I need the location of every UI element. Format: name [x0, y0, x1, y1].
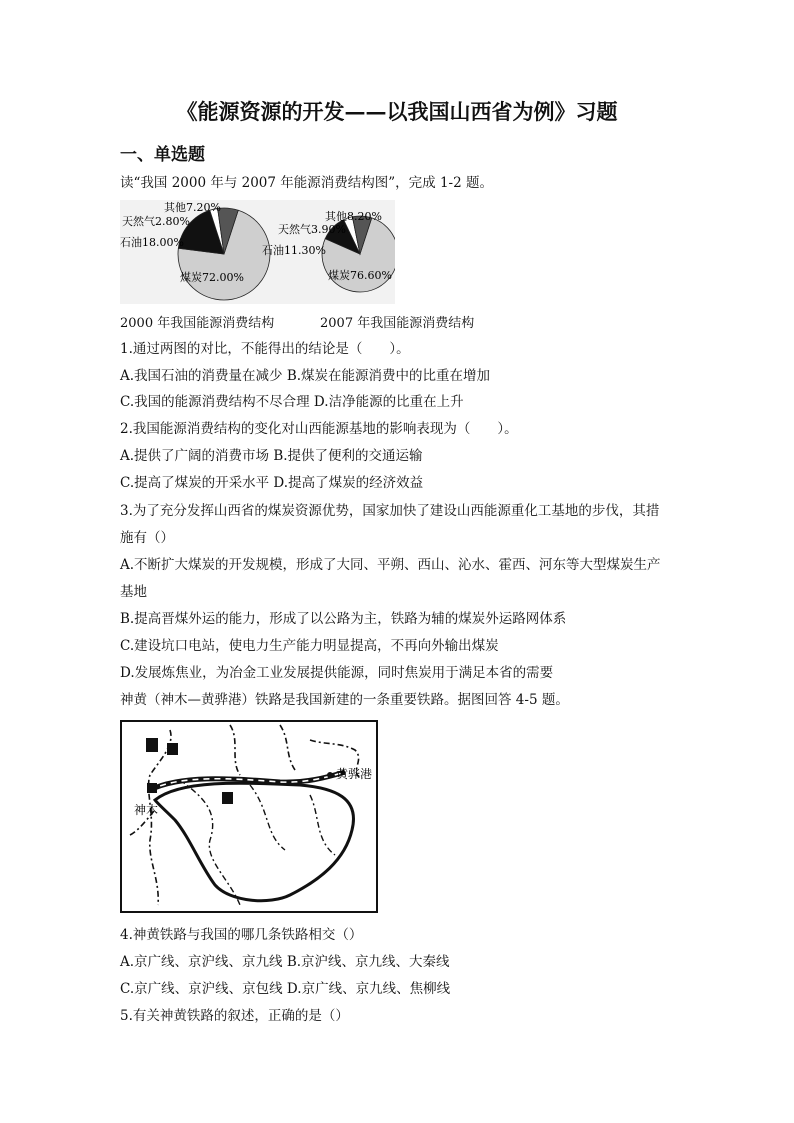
pie1-label-oil: 石油18.00%: [120, 236, 184, 249]
mine-marker-2: [167, 743, 178, 755]
label-shenmu: 神木: [134, 803, 159, 817]
railway-map-svg: [120, 720, 378, 913]
pie-charts-svg: [120, 200, 395, 304]
document-title: 《能源资源的开发——以我国山西省为例》习题: [176, 99, 618, 124]
question-1-options-ab: A.我国石油的消费量在减少 B.煤炭在能源消费中的比重在增加: [120, 368, 491, 384]
label-huanghua-port: 黄骅港: [336, 767, 373, 781]
pie-charts-figure: [120, 200, 395, 304]
question-3-option-b: B.提高晋煤外运的能力，形成了以公路为主，铁路为辅的煤炭外运路网体系: [120, 611, 567, 627]
railway-map: [120, 720, 378, 913]
mine-marker-1: [146, 738, 158, 752]
pie1-label-gas: 天然气2.80%: [122, 215, 190, 228]
mine-marker-3: [222, 792, 233, 804]
huanghua-port-marker: [327, 772, 333, 778]
question-4-options-ab: A.京广线、京沪线、京九线 B.京沪线、京九线、大秦线: [120, 954, 450, 970]
pie-chart-2000: [178, 208, 270, 300]
intro-paragraph: 读“我国 2000 年与 2007 年能源消费结构图”，完成 1-2 题。: [120, 175, 494, 191]
map-frame: [121, 721, 377, 912]
question-3-option-c: C.建设坑口电站，使电力生产能力明显提高，不再向外输出煤炭: [120, 638, 499, 654]
pie2-label-other: 其他8.20%: [325, 210, 382, 223]
shenmu-marker: [147, 783, 157, 793]
question-4: 4.神黄铁路与我国的哪几条铁路相交（）: [120, 927, 363, 943]
pie1-label-coal: 煤炭72.00%: [180, 271, 244, 284]
section-heading: 一、单选题: [120, 145, 205, 165]
question-3-option-d: D.发展炼焦业，为冶金工业发展提供能源，同时焦炭用于满足本省的需要: [120, 665, 554, 681]
pie1-label-other: 其他7.20%: [164, 201, 221, 214]
question-3-option-a-line-1: A.不断扩大煤炭的开发规模，形成了大同、平朔、西山、沁水、霍西、河东等大型煤炭生产: [120, 557, 661, 573]
question-3-line-1: 3.为了充分发挥山西省的煤炭资源优势，国家加快了建设山西能源重化工基地的步伐，其措: [120, 503, 660, 519]
question-3-option-a-line-2: 基地: [120, 584, 147, 600]
intro-paragraph-2: 神黄（神木—黄骅港）铁路是我国新建的一条重要铁路。据图回答 4-5 题。: [120, 692, 569, 708]
pie2-caption: 2007 年我国能源消费结构: [320, 316, 475, 331]
question-1-options-cd: C.我国的能源消费结构不尽合理 D.洁净能源的比重在上升: [120, 394, 464, 410]
question-2: 2.我国能源消费结构的变化对山西能源基地的影响表现为（ ）。: [120, 421, 518, 437]
question-3-line-2: 施有（）: [120, 530, 174, 546]
question-2-options-ab: A.提供了广阔的消费市场 B.提供了便利的交通运输: [120, 448, 423, 464]
question-1: 1.通过两图的对比，不能得出的结论是（ ）。: [120, 341, 410, 357]
pie2-label-gas: 天然气3.90%: [278, 223, 346, 236]
question-4-options-cd: C.京广线、京沪线、京包线 D.京广线、京九线、焦柳线: [120, 981, 451, 997]
question-5: 5.有关神黄铁路的叙述，正确的是（）: [120, 1008, 349, 1024]
pie2-label-oil: 石油11.30%: [262, 244, 326, 257]
pie1-caption: 2000 年我国能源消费结构: [120, 316, 275, 331]
pie2-label-coal: 煤炭76.60%: [328, 269, 392, 282]
question-2-options-cd: C.提高了煤炭的开采水平 D.提高了煤炭的经济效益: [120, 475, 424, 491]
